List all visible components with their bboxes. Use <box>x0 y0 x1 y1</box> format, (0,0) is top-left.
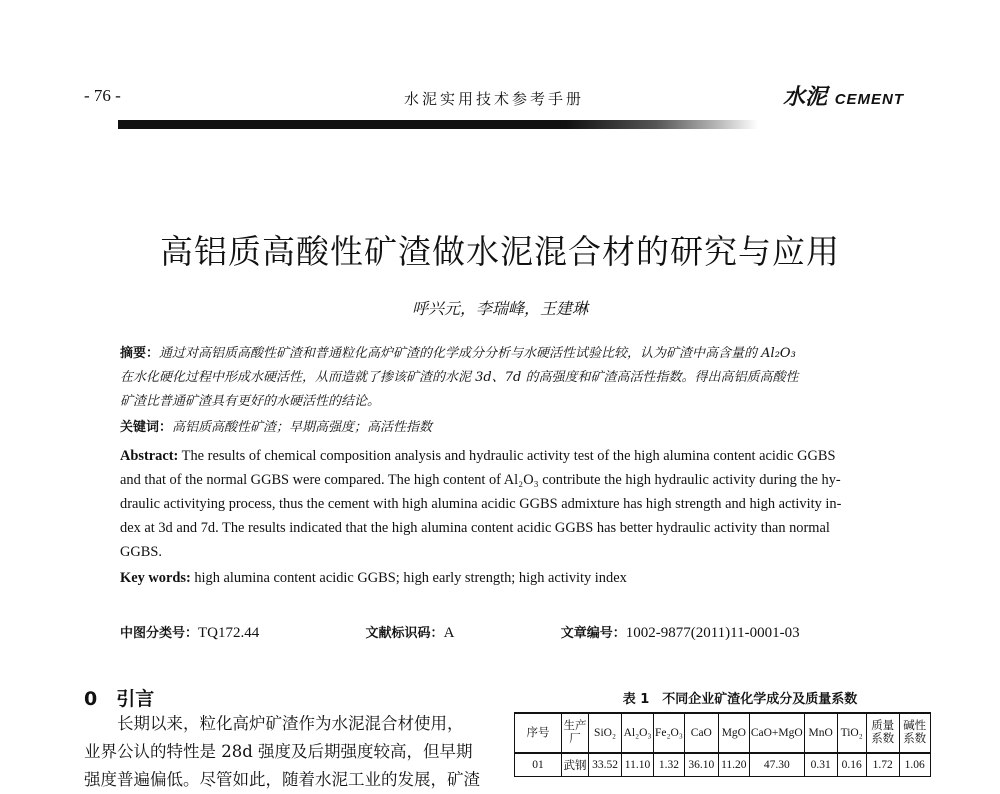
col-header-al2o3: Al₂O₃ <box>622 713 654 753</box>
col-header-no: 序号 <box>515 713 562 753</box>
keywords-cn <box>120 416 890 440</box>
abstract-cn-text-1: 通过对高铝质高酸性矿渣和普通粒化高炉矿渣的化学成分分析与水硬活性试验比较，认为矿渣中高含量的 Al₂O₃ <box>159 346 796 361</box>
keywords-en-text: high alumina content acidic GGBS; high early strength; high activity index <box>190 570 627 586</box>
abstract-en-line-4: dex at 3d and 7d. The results indicated that the high alumina content acidic GGBS has better hydraulic activity than normal <box>120 520 830 536</box>
article-authors: 呼兴元，李瑞峰，王建琳 <box>411 299 588 318</box>
table-cell: 0.31 <box>804 753 837 777</box>
logo-english: CEMENT <box>834 91 905 108</box>
col-header-basicity-coef: 碱性系数 <box>899 713 930 753</box>
clc-value: TQ172.44 <box>198 625 260 641</box>
logo-chinese: 水泥 <box>783 84 828 110</box>
table-cell: 33.52 <box>589 753 622 777</box>
keywords-en-label: Key words: <box>120 570 191 586</box>
table-cell: 1.72 <box>866 753 899 777</box>
table-cell: 11.20 <box>718 753 749 777</box>
table-cell: 01 <box>515 753 562 777</box>
composition-table <box>514 712 931 777</box>
article-title: 高铝质高酸性矿渣做水泥混合材的研究与应用 <box>160 232 840 271</box>
abstract-en-line-5: GGBS. <box>120 544 162 560</box>
doc-code-label: 文献标识码： <box>365 626 444 641</box>
col-header-tio2: TiO₂ <box>837 713 866 753</box>
table-caption: 表 1 不同企业矿渣化学成分及质量系数 <box>622 692 858 707</box>
header-rule <box>118 120 758 129</box>
table-cell: 1.06 <box>899 753 930 777</box>
classification-line <box>120 622 834 642</box>
keywords-en <box>120 570 886 587</box>
page-number: - 76 - <box>84 86 121 105</box>
col-header-mgo: MgO <box>718 713 749 753</box>
table-cell: 0.16 <box>837 753 866 777</box>
keywords-cn-text: 高铝质高酸性矿渣；早期高强度；高活性指数 <box>172 420 433 435</box>
running-title: 水泥实用技术参考手册 <box>404 90 585 108</box>
table-cell: 武钢 <box>562 753 589 777</box>
abstract-en-line-3: draulic activitying process, thus the cement with high alumina acidic GGBS admixture has high strength and high activity in- <box>120 496 842 512</box>
body-line-1: 长期以来，粒化高炉矿渣作为水泥混合材使用， <box>84 714 464 733</box>
table-cell: 1.32 <box>654 753 685 777</box>
abstract-en-line-2: and that of the normal GGBS were compared. The high content of Al₂O₃ contribute the high hydraulic activity during the hy- <box>120 472 841 488</box>
abstract-cn-line-3: 矿渣比普通矿渣具有更好的水硬活性的结论。 <box>120 394 381 409</box>
table-cell: 47.30 <box>749 753 804 777</box>
abstract-cn-label: 摘要： <box>120 346 160 361</box>
col-header-quality-coef: 质量系数 <box>866 713 899 753</box>
col-header-cao-mgo: CaO+MgO <box>749 713 804 753</box>
abstract-en-line-1: Abstract: The results of chemical composition analysis and hydraulic activity test of the high alumina content acidic GGBS <box>120 448 836 464</box>
doc-code-value: A <box>443 625 455 641</box>
abstract-en-label: Abstract: <box>120 448 179 464</box>
col-header-cao: CaO <box>684 713 718 753</box>
body-line-2: 业界公认的特性是 28d 强度及后期强度较高，但早期 <box>84 742 473 761</box>
abstract-en <box>120 444 886 564</box>
clc-label: 中图分类号： <box>120 626 199 641</box>
abstract-cn-line-1 <box>120 342 890 366</box>
article-number-value: 1002-9877(2011)11-0001-03 <box>625 625 800 641</box>
table-header-row <box>515 713 931 753</box>
journal-logo <box>783 80 904 111</box>
col-header-fe2o3: Fe₂O₃ <box>654 713 685 753</box>
table-cell: 11.10 <box>622 753 654 777</box>
table-row <box>515 753 931 777</box>
body-line-3: 强度普遍偏低。尽管如此，随着水泥工业的发展，矿渣 <box>84 770 480 789</box>
section-heading: 0 引言 <box>84 688 155 710</box>
col-header-sio2: SiO₂ <box>589 713 622 753</box>
article-number-label: 文章编号： <box>560 626 626 641</box>
keywords-cn-label: 关键词： <box>120 420 173 435</box>
col-header-mno: MnO <box>804 713 837 753</box>
table-cell: 36.10 <box>684 753 718 777</box>
abstract-cn-line-2: 在水化硬化过程中形成水硬活性，从而造就了掺该矿渣的水泥 3d、7d 的高强度和矿渣高活性指数。得出高铝质高酸性 <box>120 370 799 385</box>
col-header-producer: 生产厂 <box>562 713 589 753</box>
